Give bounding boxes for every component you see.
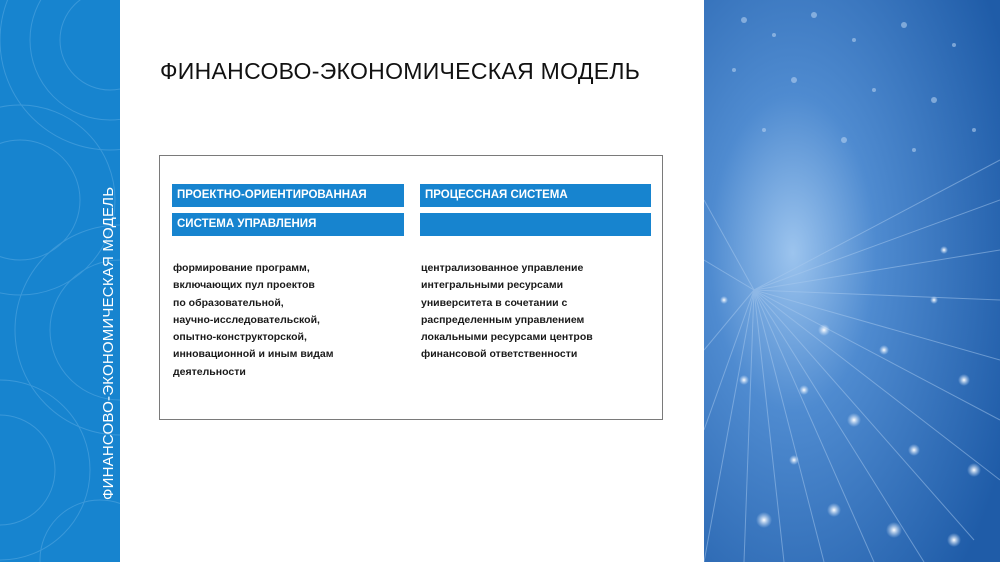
left-column-label-line1: ПРОЕКТНО-ОРИЕНТИРОВАННАЯ (172, 184, 404, 207)
left-column-label-line2: СИСТЕМА УПРАВЛЕНИЯ (172, 213, 404, 236)
content-box (159, 155, 663, 420)
page-title: ФИНАНСОВО-ЭКОНОМИЧЕСКАЯ МОДЕЛЬ (160, 58, 641, 84)
side-vertical-title: ФИНАНСОВО-ЭКОНОМИЧЕСКАЯ МОДЕЛЬ (100, 186, 117, 500)
fiber-optic-image (704, 0, 1000, 562)
fiber-optic-illustration (704, 0, 1000, 562)
right-column-label-line2 (420, 213, 651, 236)
right-column-description: централизованное управление интегральными ресурсами университета в сочетании с распределенным управлением локальными ресурсами центров финансовой ответственности (421, 262, 593, 361)
left-column-description: формирование программ, включающих пул проектов по образовательной, научно-исследовательской, опытно-конструкторской, инновационной и иным видам деятельности (173, 262, 334, 378)
left-decorative-band (0, 0, 120, 562)
right-column-label-line1: ПРОЦЕССНАЯ СИСТЕМА (420, 184, 651, 207)
